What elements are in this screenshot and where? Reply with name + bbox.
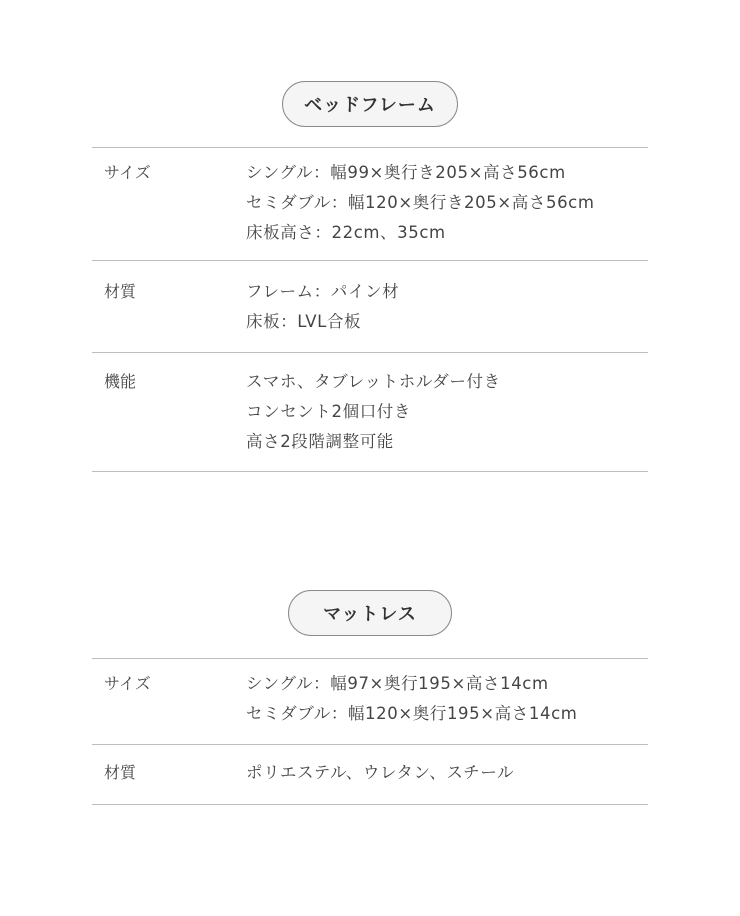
mattress-spec-table bbox=[92, 658, 648, 805]
spec-value-line: 高さ2段階調整可能 bbox=[246, 432, 394, 451]
mattress-heading-wrap bbox=[92, 590, 648, 638]
mattress-section bbox=[92, 590, 648, 805]
spec-value-line: コンセント2個口付き bbox=[246, 402, 411, 421]
spec-row-material bbox=[92, 745, 648, 805]
bed-frame-spec-table bbox=[92, 147, 648, 472]
spec-value-line: スマホ、タブレットホルダー付き bbox=[246, 372, 501, 391]
spec-label: 材質 bbox=[104, 763, 137, 782]
spec-values bbox=[246, 158, 648, 260]
spec-values bbox=[246, 277, 648, 352]
spec-label: サイズ bbox=[104, 163, 151, 182]
spec-value-line: シングル：幅99×奥行き205×高さ56cm bbox=[246, 163, 566, 182]
spec-value-line: セミダブル：幅120×奥行195×高さ14cm bbox=[246, 704, 578, 723]
spec-values bbox=[246, 367, 648, 471]
spec-value-line: 床板高さ：22cm、35cm bbox=[246, 223, 446, 242]
spec-value-line: シングル：幅97×奥行195×高さ14cm bbox=[246, 674, 549, 693]
spec-label: サイズ bbox=[104, 674, 151, 693]
spec-row-material bbox=[92, 261, 648, 353]
spec-value-line: ポリエステル、ウレタン、スチール bbox=[246, 763, 515, 782]
spec-row-size bbox=[92, 659, 648, 745]
spec-row-size bbox=[92, 148, 648, 261]
bed-frame-heading-wrap bbox=[92, 81, 648, 129]
bed-frame-title: ベッドフレーム bbox=[282, 81, 458, 127]
spec-label: 機能 bbox=[104, 372, 137, 391]
spec-values bbox=[246, 669, 648, 744]
spec-values bbox=[246, 758, 648, 804]
spec-value-line: フレーム：パイン材 bbox=[246, 282, 400, 301]
bed-frame-section bbox=[92, 81, 648, 472]
spec-value-line: セミダブル：幅120×奥行き205×高さ56cm bbox=[246, 193, 595, 212]
spec-label: 材質 bbox=[104, 282, 137, 301]
mattress-title: マットレス bbox=[288, 590, 452, 636]
spec-value-line: 床板：LVL合板 bbox=[246, 312, 362, 331]
spec-row-function bbox=[92, 353, 648, 472]
